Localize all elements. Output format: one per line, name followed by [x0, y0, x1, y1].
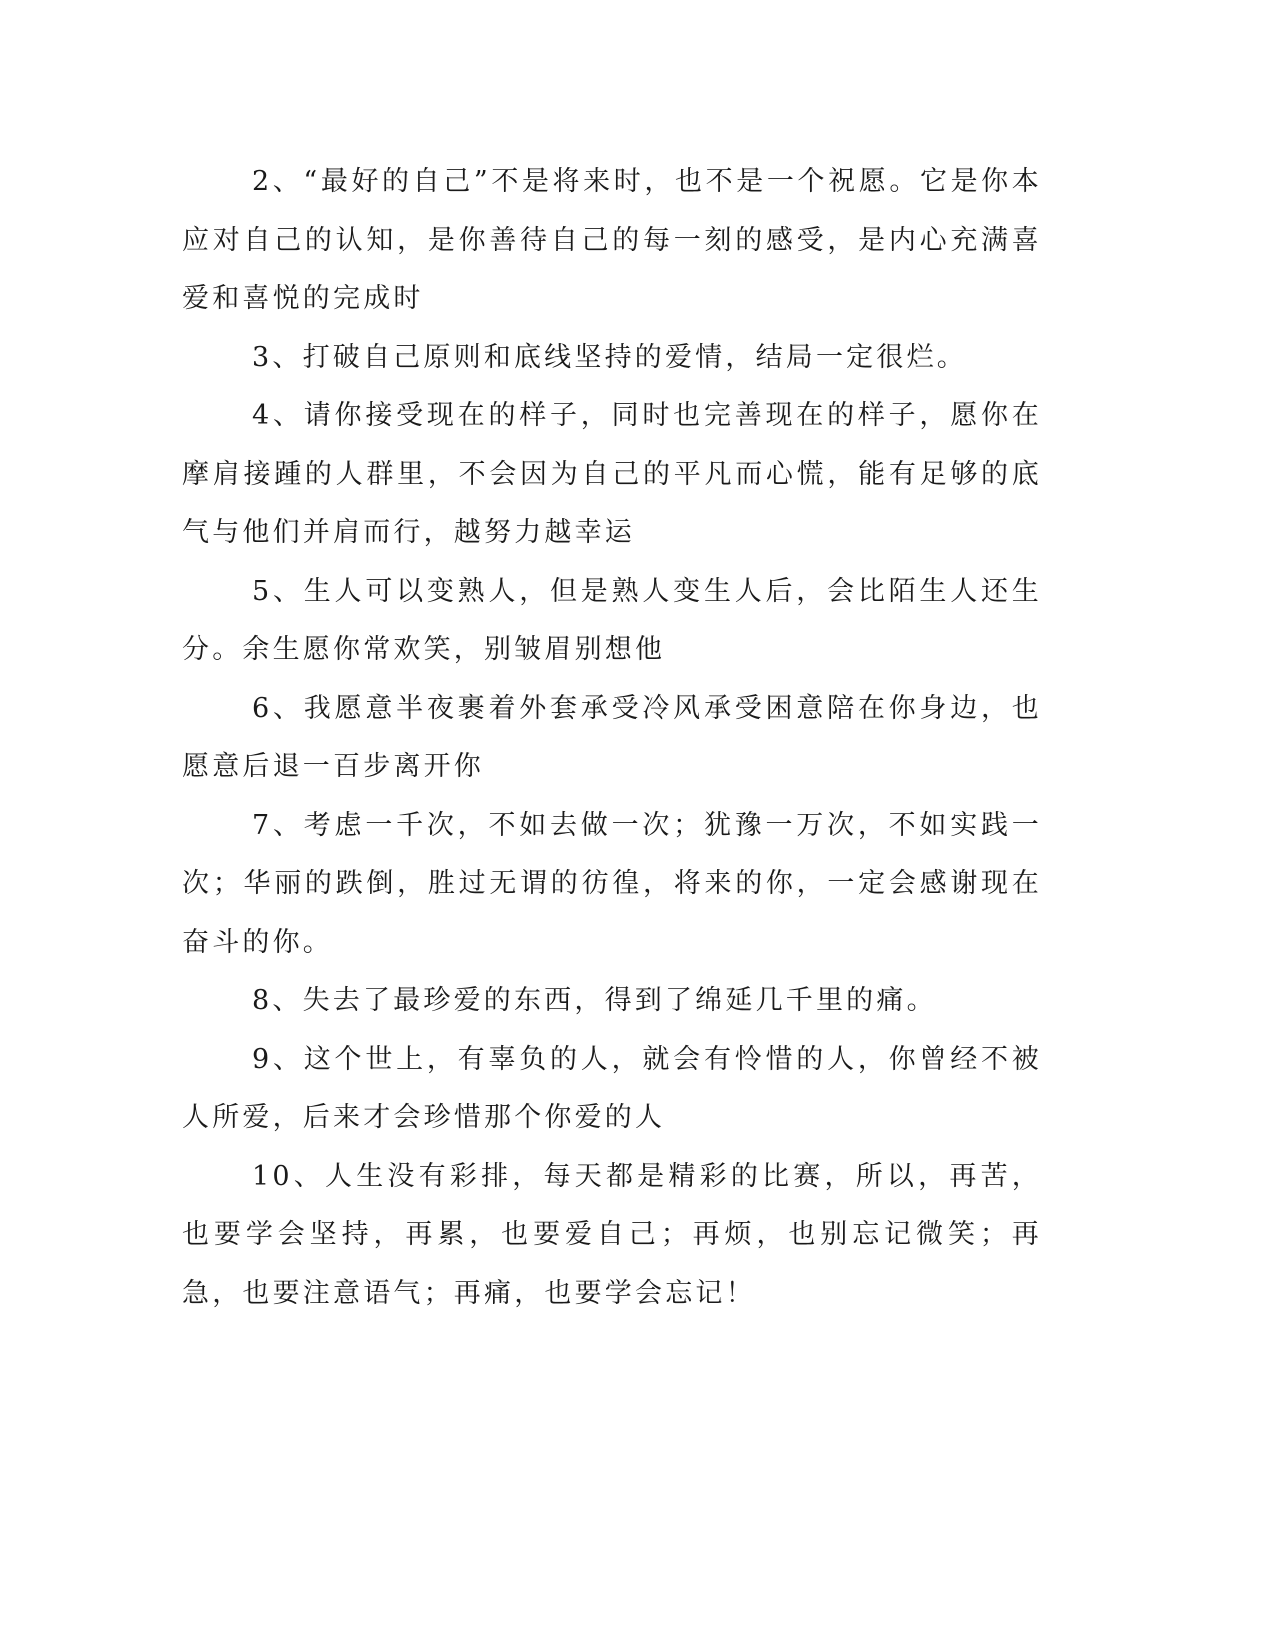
paragraph-8: 8、失去了最珍爱的东西，得到了绵延几千里的痛。: [252, 985, 937, 1016]
paragraph-3: 3、打破自己原则和底线坚持的爱情，结局一定很烂。: [252, 341, 967, 373]
paragraph-4: 4、请你接受现在的样子，同时也完善现在的样子，愿你在摩肩接踵的人群里，不会因为自己的平凡而心慌，能有足够的底气与他们并肩而行，越努力越幸运: [182, 400, 1042, 548]
paragraph-5: 5、生人可以变熟人，但是熟人变生人后，会比陌生人还生分。余生愿你常欢笑，别皱眉别想他: [182, 575, 1042, 665]
paragraph-2: 2、“最好的自己”不是将来时，也不是一个祝愿。它是你本应对自己的认知，是你善待自己的每一刻的感受，是内心充满喜爱和喜悦的完成时: [182, 166, 1042, 314]
paragraph-9: 9、这个世上，有辜负的人，就会有怜惜的人，你曾经不被人所爱，后来才会珍惜那个你爱的人: [182, 1043, 1042, 1133]
document-body: [182, 153, 1042, 1323]
paragraph-10: 10、人生没有彩排，每天都是精彩的比赛，所以，再苦，也要学会坚持，再累，也要爱自己；再烦，也别忘记微笑；再急，也要注意语气；再痛，也要学会忘记！: [182, 1160, 1042, 1309]
paragraph-6: 6、我愿意半夜裹着外套承受冷风承受困意陪在你身边，也愿意后退一百步离开你: [182, 692, 1042, 782]
paragraph-7: 7、考虑一千次，不如去做一次；犹豫一万次，不如实践一次；华丽的跌倒，胜过无谓的彷徨，将来的你，一定会感谢现在奋斗的你。: [182, 809, 1042, 958]
